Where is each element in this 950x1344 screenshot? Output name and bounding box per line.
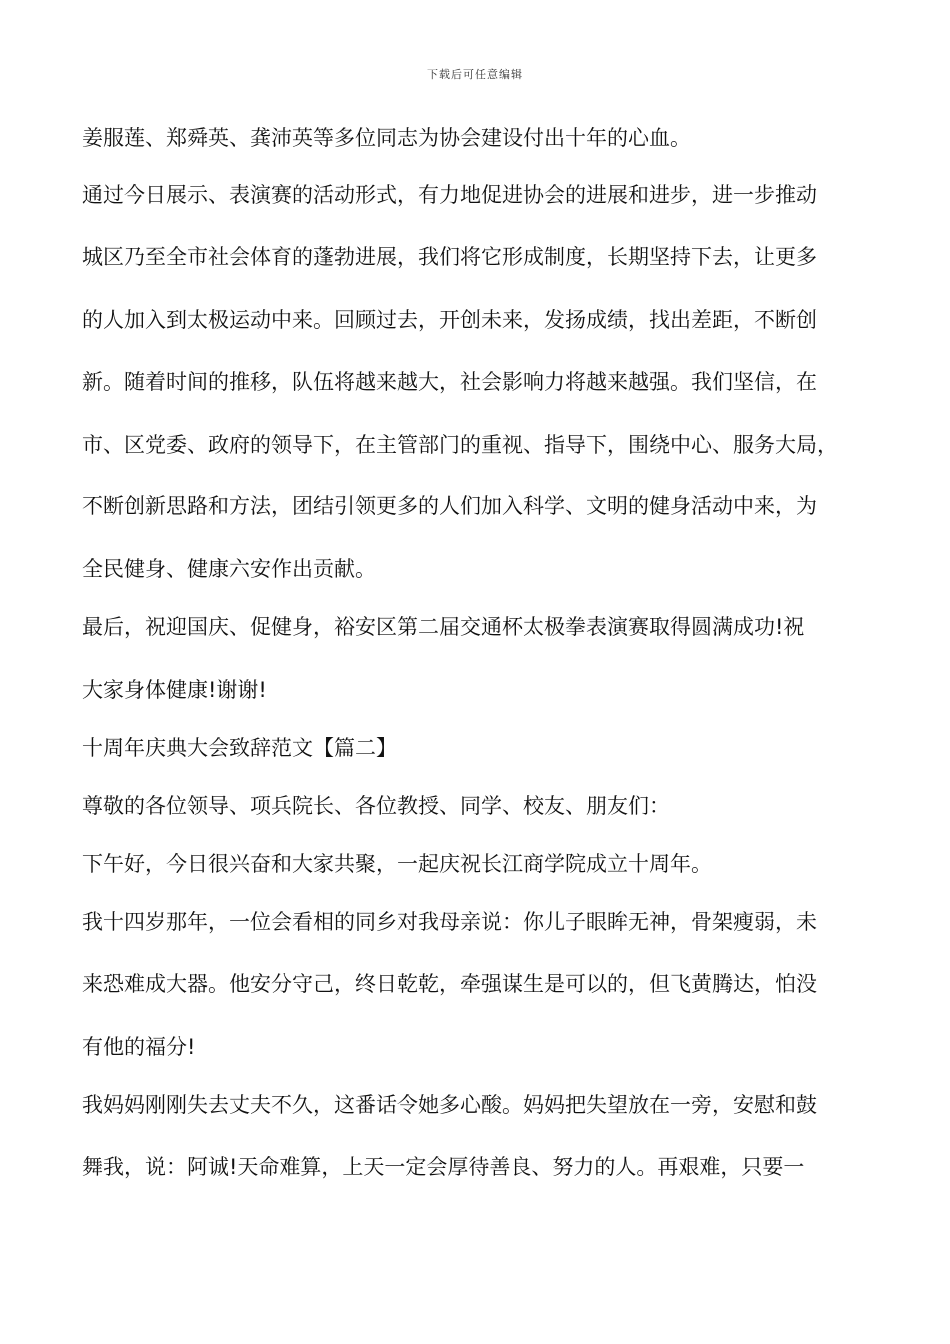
text-line: 最后，祝迎国庆、促健身，裕安区第二届交通杯太极拳表演赛取得圆满成功!祝 xyxy=(82,615,805,639)
text-line: 尊敬的各位领导、项兵院长、各位教授、同学、校友、朋友们： xyxy=(82,794,670,818)
text-line: 有他的福分! xyxy=(82,1035,196,1059)
text-line: 姜服莲、郑舜英、龚沛英等多位同志为协会建设付出十年的心血。 xyxy=(82,126,691,150)
text-line: 舞我，说：阿诚!天命难算，上天一定会厚待善良、努力的人。再艰难，只要一 xyxy=(82,1155,805,1179)
text-line: 不断创新思路和方法，团结引领更多的人们加入科学、文明的健身活动中来，为 xyxy=(82,494,817,518)
text-line: 通过今日展示、表演赛的活动形式，有力地促进协会的进展和进步，进一步推动 xyxy=(82,183,817,207)
text-line: 的人加入到太极运动中来。回顾过去，开创未来，发扬成绩，找出差距，不断创 xyxy=(82,308,817,332)
text-line: 下午好，今日很兴奋和大家共聚，一起庆祝长江商学院成立十周年。 xyxy=(82,852,712,876)
text-line: 我十四岁那年，一位会看相的同乡对我母亲说：你儿子眼眸无神，骨架瘦弱，未 xyxy=(82,910,817,934)
section-title: 十周年庆典大会致辞范文【篇二】 xyxy=(82,736,397,760)
text-line: 大家身体健康!谢谢! xyxy=(82,678,267,702)
page-header: 下载后可任意编辑 xyxy=(427,68,523,81)
text-line: 城区乃至全市社会体育的蓬勃进展，我们将它形成制度，长期坚持下去，让更多 xyxy=(82,245,817,269)
text-line: 我妈妈刚刚失去丈夫不久，这番话令她多心酸。妈妈把失望放在一旁，安慰和鼓 xyxy=(82,1093,817,1117)
text-line: 市、区党委、政府的领导下，在主管部门的重视、指导下，围绕中心、服务大局， xyxy=(82,433,838,457)
text-line: 新。随着时间的推移，队伍将越来越大，社会影响力将越来越强。我们坚信，在 xyxy=(82,370,817,394)
text-line: 全民健身、健康六安作出贡献。 xyxy=(82,557,376,581)
text-line: 来恐难成大器。他安分守己，终日乾乾，牵强谋生是可以的，但飞黄腾达，怕没 xyxy=(82,972,817,996)
